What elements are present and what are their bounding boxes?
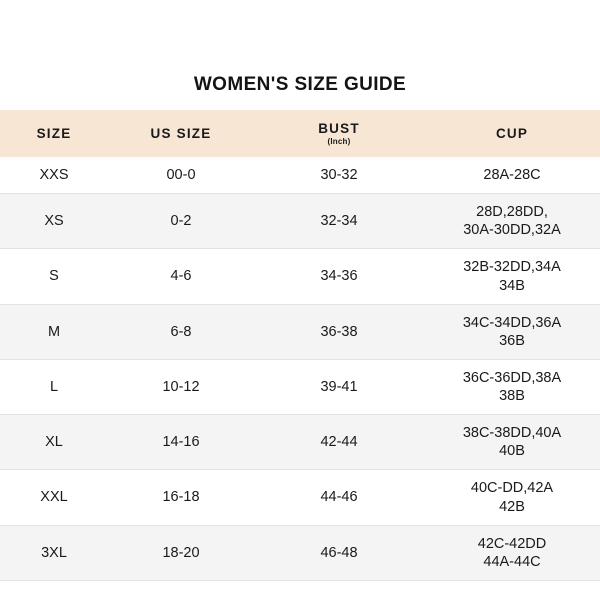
table-row [0,525,600,580]
cell-us-size: 10-12 [108,359,254,414]
table-row [0,470,600,525]
cell-cup [424,525,600,580]
cell-cup-line: 34B [499,277,525,294]
column-header-bust [254,110,424,157]
column-header-cup [424,110,600,157]
cell-size: S [0,249,108,304]
table-row [0,249,600,304]
size-guide-table [0,110,600,581]
column-header-us-size [108,110,254,157]
table-row [0,157,600,194]
cell-cup [424,470,600,525]
cell-cup [424,304,600,359]
cell-cup-line: 30A-30DD,32A [463,222,561,239]
cell-cup-line: 34C-34DD,36A [462,314,562,331]
table-header [0,110,600,157]
cell-bust: 39-41 [254,359,424,414]
cell-cup-line: 42C-42DD [477,535,547,552]
column-header-size-label: SIZE [36,126,72,141]
cell-cup-line: 36B [499,332,525,349]
cell-cup-line: 28A-28C [483,167,541,183]
cell-us-size: 16-18 [108,470,254,525]
cell-cup [424,194,600,249]
column-header-size [0,110,108,157]
cell-us-size: 00-0 [108,157,254,194]
cell-cup-line: 38B [499,388,525,404]
cell-cup-line: 28D,28DD, [476,204,548,221]
column-header-bust-unit: (Inch) [327,137,351,146]
cell-cup-line: 44A-44C [483,553,541,570]
cell-cup [424,415,600,470]
cell-cup-line: 40B [499,443,525,460]
table-row [0,415,600,470]
cell-bust: 46-48 [254,525,424,580]
table-header-row [0,110,600,157]
cell-cup-line: 32B-32DD,34A [463,259,561,276]
cell-size: XS [0,194,108,249]
page-title: WOMEN'S SIZE GUIDE [193,74,407,95]
cell-size: XXL [0,470,108,525]
cell-cup [424,359,600,414]
column-header-cup-label: CUP [495,126,529,141]
cell-us-size: 4-6 [108,249,254,304]
cell-bust: 42-44 [254,415,424,470]
cell-bust: 36-38 [254,304,424,359]
table-body [0,157,600,580]
cell-size: XL [0,415,108,470]
cell-size: L [0,359,108,414]
cell-us-size: 0-2 [108,194,254,249]
cell-us-size: 14-16 [108,415,254,470]
cell-bust: 32-34 [254,194,424,249]
column-header-us-size-label: US SIZE [150,126,212,141]
cell-us-size: 6-8 [108,304,254,359]
cell-size: M [0,304,108,359]
cell-bust: 30-32 [254,157,424,194]
cell-cup-line: 42B [499,498,525,515]
cell-size: 3XL [0,525,108,580]
cell-cup-line: 38C-38DD,40A [462,425,562,442]
cell-us-size: 18-20 [108,525,254,580]
table-row [0,194,600,249]
cell-cup [424,157,600,194]
cell-cup-line: 40C-DD,42A [470,480,554,497]
cell-size: XXS [0,157,108,194]
cell-bust: 44-46 [254,470,424,525]
column-header-bust-label: BUST [318,121,360,136]
cell-bust: 34-36 [254,249,424,304]
cell-cup [424,249,600,304]
table-row [0,304,600,359]
table-row [0,359,600,414]
cell-cup-line: 36C-36DD,38A [462,369,562,386]
